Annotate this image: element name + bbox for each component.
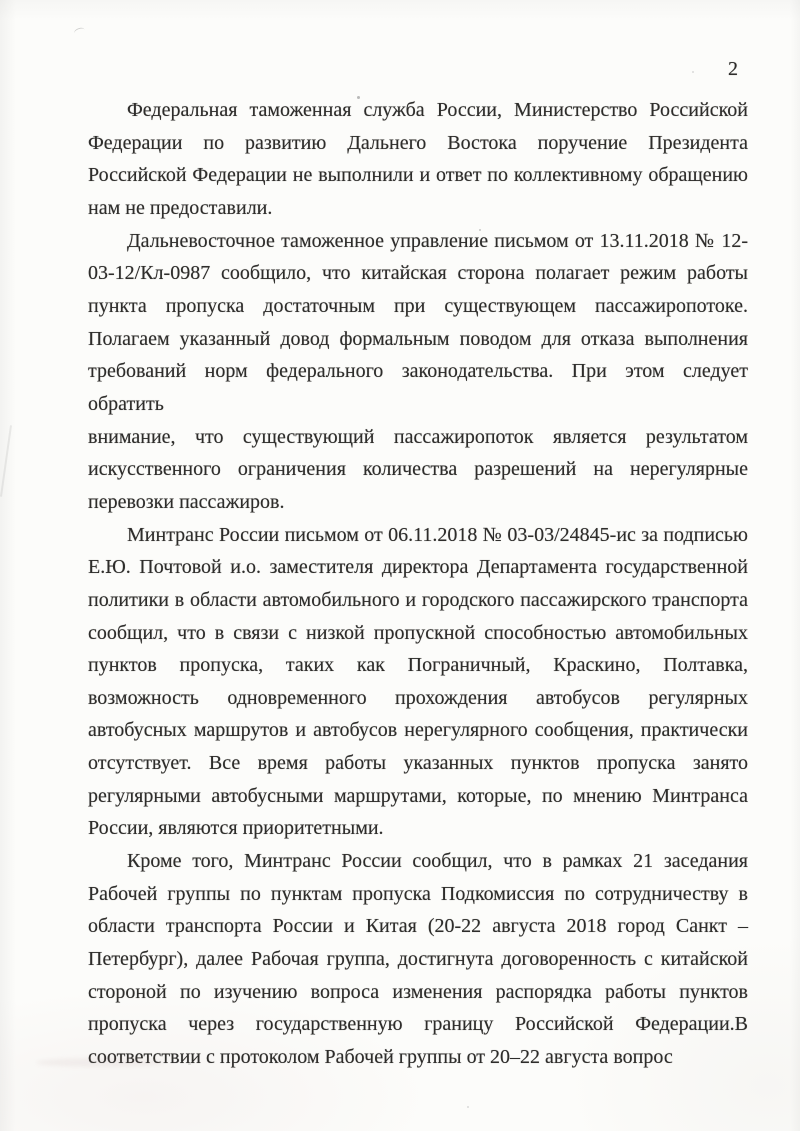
scan-speck	[357, 96, 360, 99]
text-line: Дальневосточное таможенное управление письмом от 13.11.2018 № 12-	[127, 229, 748, 252]
text-line: 03-12/Кл-0987 сообщило, что китайская сторона полагает режим работы	[88, 262, 748, 285]
scan-speck	[546, 304, 548, 306]
text-line: области транспорта России и Китая (20-22 августа 2018 город Санкт –	[88, 915, 748, 938]
text-line: стороной по изучению вопроса изменения распорядка работы пунктов	[88, 980, 748, 1003]
text-line: Федеральная таможенная служба России, Министерство Российской	[127, 99, 748, 121]
scan-artifact	[0, 425, 12, 497]
scan-artifact	[36, 1058, 166, 1067]
text-line: России, являются приоритетными.	[88, 817, 384, 840]
text-line: регулярными автобусными маршрутами, которые, по мнению Минтранса	[88, 784, 748, 807]
text-line: пунктов пропуска, таких как Пограничный, Краскино, Полтавка,	[88, 654, 748, 677]
text-line: Петербург), далее Рабочая группа, достигнута договоренность с китайской	[88, 948, 748, 971]
text-line: искусственного ограничения количества разрешений на нерегулярные	[88, 458, 748, 481]
text-line: Федерации по развитию Дальнего Востока поручение Президента	[88, 131, 748, 154]
text-line: перевозки пассажиров.	[88, 490, 285, 513]
text-line: автобусных маршрутов и автобусов нерегулярного сообщения, практически	[88, 719, 748, 742]
text-line: пункта пропуска достаточным при существующем пассажиропотоке.	[88, 294, 748, 317]
text-line: Российской Федерации не выполнили и ответ по коллективному обращению	[88, 164, 748, 187]
scan-speck	[521, 671, 523, 673]
text-line: возможность одновременного прохождения автобусов регулярных	[88, 686, 748, 709]
text-line: Минтранс России письмом от 06.11.2018 № 03-03/24845-ис за подписью	[127, 523, 748, 546]
page-number: 2	[728, 58, 738, 80]
text-line: требований норм федерального законодательства. При этом следует обратить	[88, 360, 748, 415]
text-line: политики в области автомобильного и городского пассажирского транспорта	[88, 588, 748, 611]
text-line: сообщил, что в связи с низкой пропускной способностью автомобильных	[88, 621, 748, 644]
text-line: соответствии с протоколом Рабочей группы от 20–22 августа вопрос	[88, 1046, 673, 1069]
scan-artifact	[73, 26, 86, 36]
text-line: нам не предоставили.	[88, 196, 273, 219]
scan-speck	[692, 71, 694, 73]
text-line: Е.Ю. Почтовой и.о. заместителя директора Департамента государственной	[88, 556, 748, 579]
text-line: Полагаем указанный довод формальным поводом для отказа выполнения	[88, 327, 748, 350]
document-body	[88, 94, 748, 1074]
text-line: пропуска через государственную границу Российской Федерации.В	[88, 1013, 748, 1036]
scan-speck	[467, 1106, 469, 1108]
text-line: Рабочей группы по пунктам пропуска Подкомиссия по сотрудничеству в	[88, 882, 748, 905]
text-line: отсутствует. Все время работы указанных пунктов пропуска занято	[88, 752, 748, 775]
text-line: внимание, что существующий пассажиропоток является результатом	[88, 425, 748, 448]
text-line: Кроме того, Минтранс России сообщил, что в рамках 21 заседания	[127, 850, 748, 873]
scan-speck	[188, 1063, 191, 1065]
scan-speck	[479, 229, 481, 231]
